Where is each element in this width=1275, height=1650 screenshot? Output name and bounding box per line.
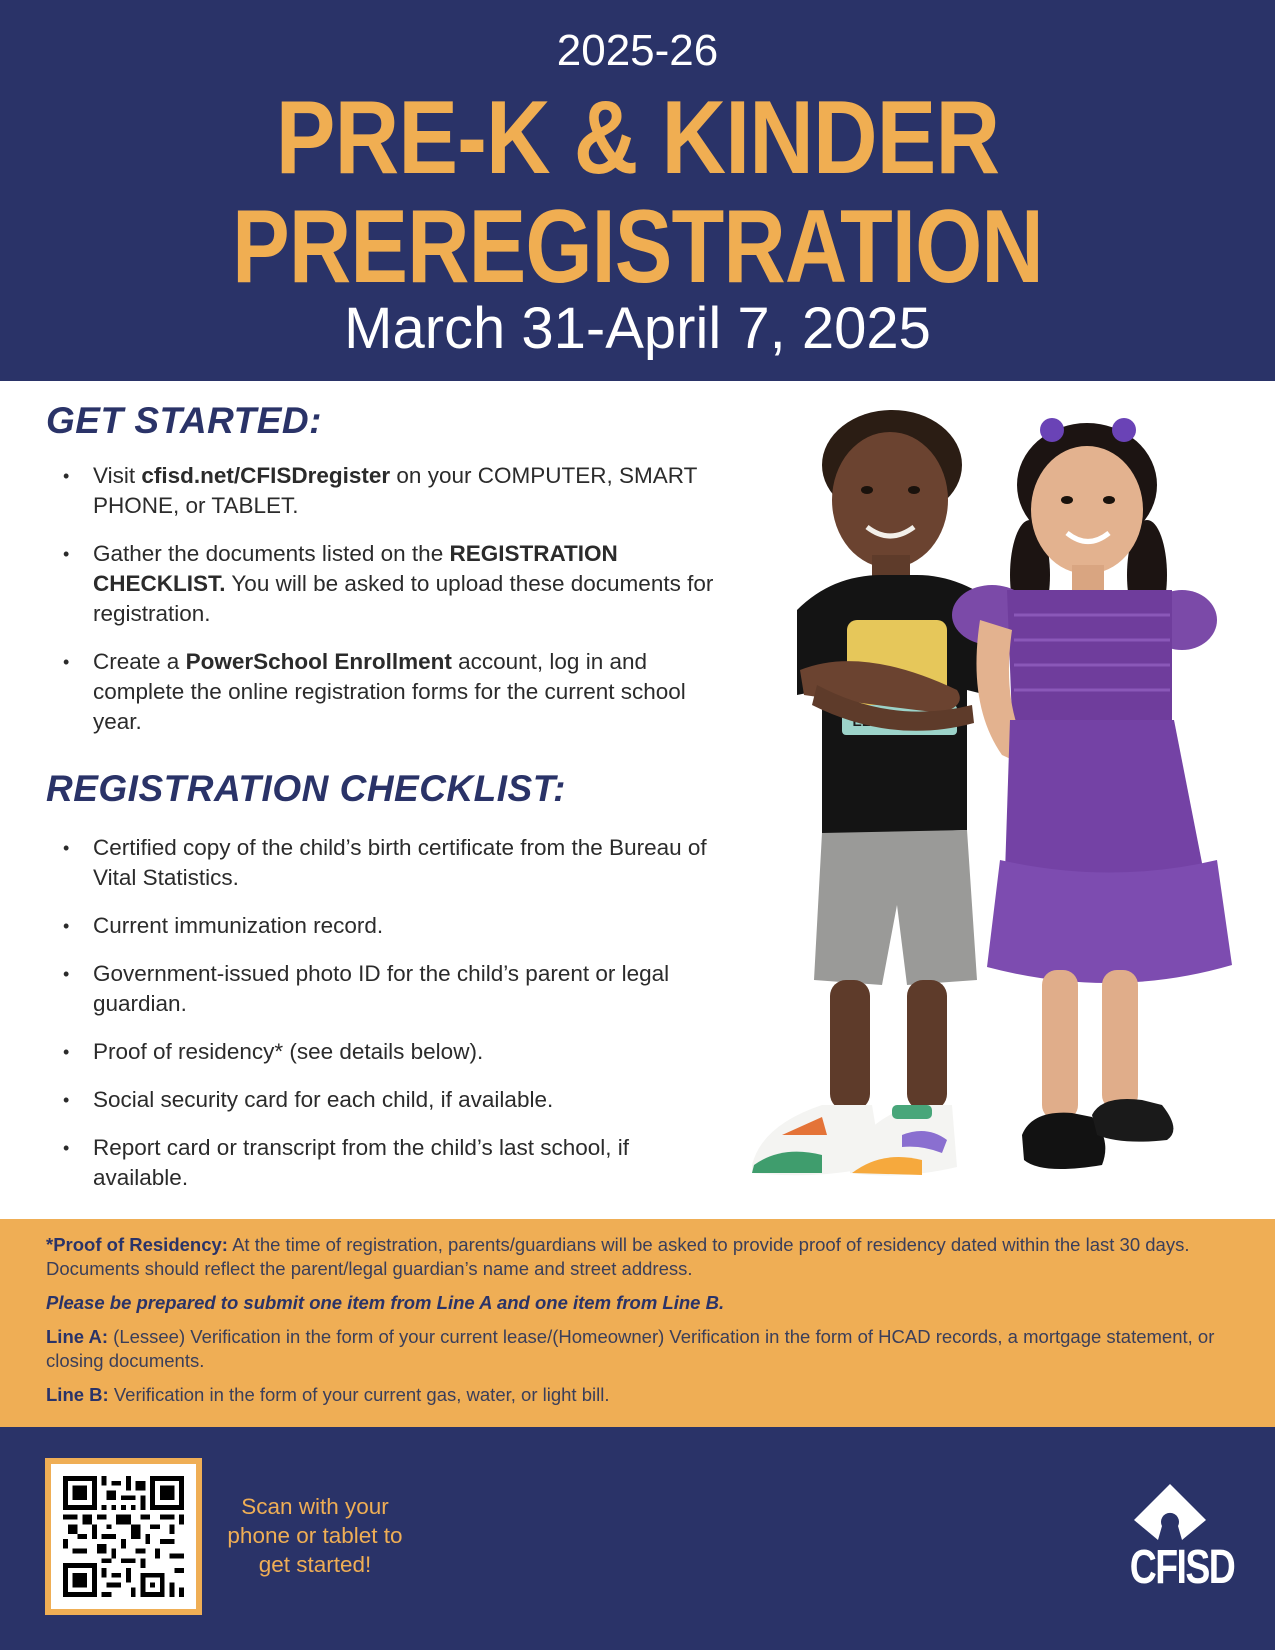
cfisd-logo-text: CFISD	[1129, 1541, 1235, 1594]
footer	[0, 1427, 1275, 1650]
bullet-icon: •	[63, 466, 70, 486]
cfisd-logo-icon	[1130, 1482, 1210, 1542]
bullet-icon: •	[63, 838, 70, 858]
bullet-icon: •	[63, 544, 70, 564]
title-line-1: PRE-K & KINDER	[275, 80, 1000, 196]
scan-instruction: Scan with your phone or tablet to get started!	[227, 1494, 403, 1577]
bullet-icon: •	[63, 652, 70, 672]
checklist-heading: REGISTRATION CHECKLIST:	[46, 768, 566, 809]
children-photo	[742, 405, 1242, 1213]
bullet-icon: •	[63, 1042, 70, 1062]
bullet-icon: •	[63, 916, 70, 936]
title-line-2: PREREGISTRATION	[232, 189, 1043, 305]
bullet-icon: •	[63, 1090, 70, 1110]
residency-instruction: Please be prepared to submit one item from Line A and one item from Line B.	[46, 1292, 725, 1313]
bullet-icon: •	[63, 1138, 70, 1158]
proof-of-residency-panel	[0, 1219, 1275, 1427]
header-banner	[0, 0, 1275, 381]
list-item: • Certified copy of the child’s birth certificate from the Bureau of Vital Statistics.	[63, 835, 707, 890]
list-item: • Gather the documents listed on the REGISTRATION CHECKLIST. You will be asked to upload these documents for registration.	[63, 541, 714, 626]
line-b: Line B: Verification in the form of your current gas, water, or light bill.	[46, 1384, 610, 1405]
line-a: Line A: (Lessee) Verification in the form of your current lease/(Homeowner) Verification in the form of HCAD records, a mortgage statement, or closing documents.	[46, 1326, 1215, 1371]
get-started-list	[60, 461, 720, 755]
list-item: • Report card or transcript from the child’s last school, if available.	[63, 1135, 630, 1190]
get-started-heading: GET STARTED:	[46, 400, 322, 441]
qr-code-icon[interactable]	[51, 1464, 196, 1609]
residency-intro: *Proof of Residency: At the time of registration, parents/guardians will be asked to provide proof of residency dated within the last 30 days. Documents should reflect the parent/legal guardian’s name and street address.	[46, 1234, 1190, 1279]
register-link[interactable]: cfisd.net/CFISDregister	[141, 463, 391, 488]
list-item: • Create a PowerSchool Enrollment account, log in and complete the online registration forms for the current school year.	[63, 649, 686, 734]
bullet-icon: •	[63, 964, 70, 984]
qr-code-frame[interactable]	[45, 1458, 202, 1615]
registration-dates: March 31-April 7, 2025	[344, 296, 931, 361]
list-item: • Current immunization record.	[60, 911, 720, 941]
list-item: • Government-issued photo ID for the child’s parent or legal guardian.	[63, 961, 670, 1016]
checklist-list	[60, 833, 720, 1211]
school-year: 2025-26	[556, 26, 719, 75]
cfisd-logo	[1115, 1482, 1235, 1622]
list-item: • Social security card for each child, if available.	[60, 1085, 720, 1115]
list-item: • Proof of residency* (see details below).	[60, 1037, 720, 1067]
list-item: • Visit cfisd.net/CFISDregister on your COMPUTER, SMART PHONE, or TABLET.	[63, 463, 697, 518]
